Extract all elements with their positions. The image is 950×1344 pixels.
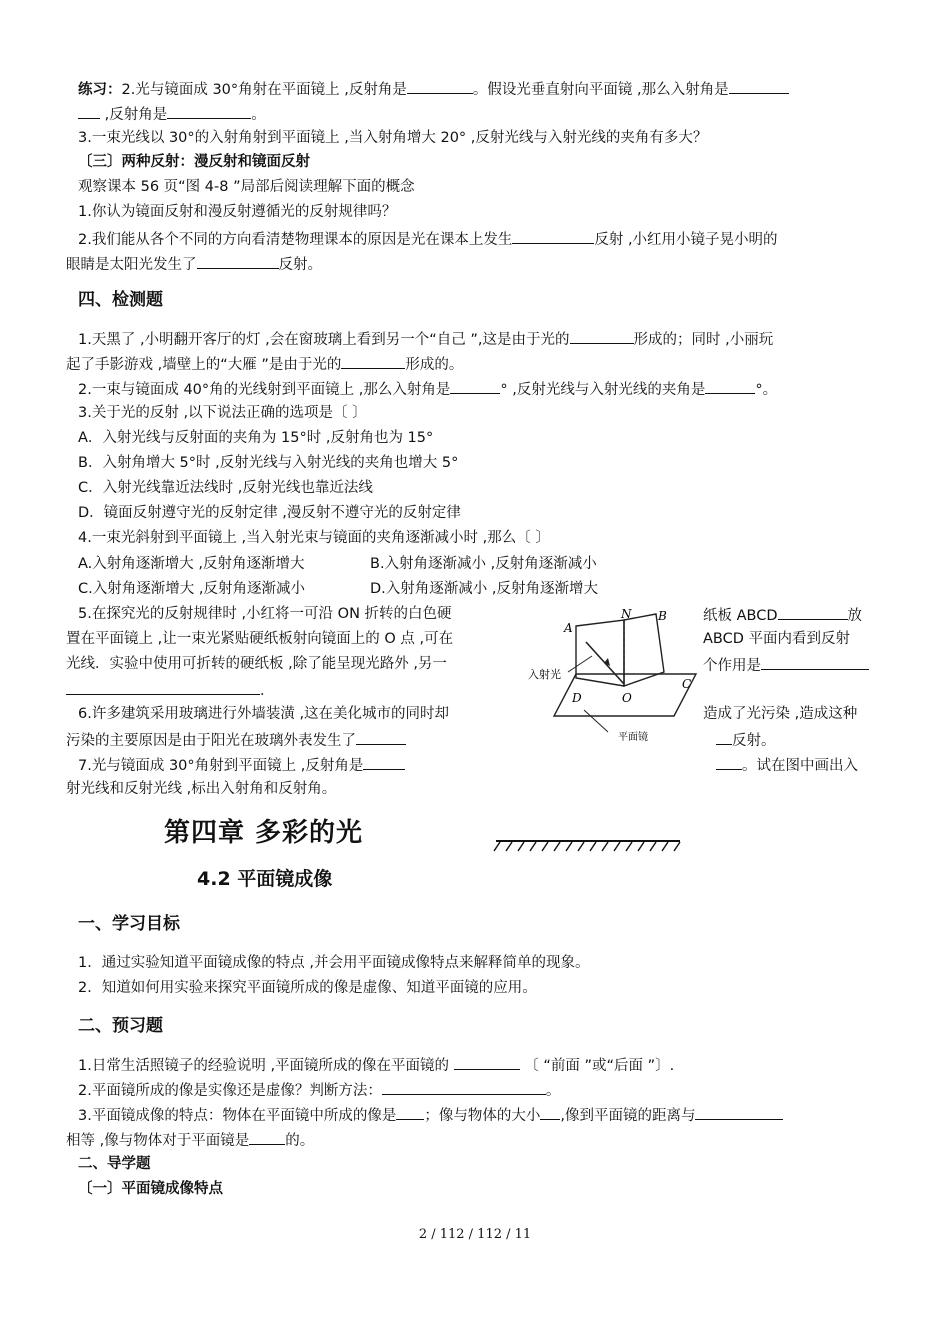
preview-q3-cont: 相等 ,像与物体对于平面镜是 的。 (66, 1129, 886, 1151)
question-5-cont: 光线．实验中使用可折转的硬纸板 ,除了能呈现光路外 ,另一 (66, 656, 447, 672)
answer-blank (761, 654, 869, 670)
answer-blank (66, 679, 260, 695)
answer-blank (454, 1054, 520, 1070)
mirror-hatching (494, 842, 680, 851)
question-6: 6.许多建筑采用玻璃进行外墙装潢 ,这在美化城市的同时却 (78, 706, 450, 722)
answer-blank (167, 103, 251, 119)
mirror-pointer (584, 710, 608, 732)
mirror-drawing-area (492, 838, 684, 854)
section-heading-test: 四、检测题 (78, 290, 163, 310)
question-6-cont: 污染的主要原因是由于阳光在玻璃外表发生了 (66, 729, 516, 751)
answer-blank (78, 103, 100, 119)
question-5-cont: 置在平面镜上 ,让一束光紧贴硬纸板射向镜面上的 O 点 ,可在 (66, 631, 454, 647)
exercise-line-3: 3.一束光线以 30°的入射角射到平面镜上 ,当入射角增大 20° ,反射光线与入射光线的夹角有多大？ (78, 130, 708, 146)
option-c: C．入射光线靠近法线时 ,反射光线也靠近法线 (78, 480, 373, 496)
figure-label: B (658, 609, 667, 623)
answer-blank (512, 228, 594, 244)
guide-heading: 二、导学题 (78, 1156, 151, 1172)
question-6-right: 造成了光污染 ,造成这种 (703, 706, 858, 722)
text-line: 1.你认为镜面反射和漫反射遵循光的反射规律吗？ (78, 204, 397, 220)
option-b: B．入射角增大 5°时 ,反射光线与入射光线的夹角也增大 5° (78, 455, 459, 471)
preview-q1: 1.日常生活照镜子的经验说明 ,平面镜所成的像在平面镜的 〔 “前面 ”或“后面 ”〕. (78, 1054, 898, 1076)
question-5-cont: ． (66, 679, 516, 701)
page-footer: 2 / 112 / 112 / 11 (418, 1227, 532, 1242)
goal-item: 2．知道如何用实验来探究平面镜所成的像是虚像、知道平面镜的应用。 (78, 980, 537, 996)
answer-blank (396, 1104, 424, 1120)
subsection-heading: 〔三〕两种反射：漫反射和镜面反射 (78, 154, 310, 170)
answer-blank (716, 754, 742, 770)
answer-blank (382, 1079, 546, 1095)
question-1-cont: 起了手影游戏 ,墙壁上的“大雁 ”是由于光的 形成的。 (66, 353, 886, 375)
section-heading-preview: 二、预习题 (78, 1016, 163, 1036)
preview-q3: 3.平面镜成像的特点：物体在平面镜中所成的像是 ；像与物体的大小 ,像到平面镜的距离与 (78, 1104, 898, 1126)
question-4: 4.一束光斜射到平面镜上 ,当入射光束与镜面的夹角逐渐减小时 ,那么〔 〕 (78, 530, 550, 546)
incident-pointer (568, 656, 592, 672)
option-c: C.入射角逐渐增大 ,反射角逐渐减小 (78, 581, 305, 597)
answer-blank (341, 353, 405, 369)
answer-blank (729, 78, 789, 94)
text-line: 观察课本 56 页“图 4-8 ”局部后阅读理解下面的概念 (78, 179, 415, 195)
answer-blank (540, 1104, 560, 1120)
section-title: 4.2 平面镜成像 (197, 868, 333, 890)
reflection-experiment-figure (524, 606, 704, 746)
board-right-shape (624, 614, 664, 686)
answer-blank (570, 328, 634, 344)
exercise-line-1: 练习：2.光与镜面成 30°角射在平面镜上 ,反射角是 。假设光垂直射向平面镜 ,那么入射角是 (78, 78, 898, 100)
exercise-label: 练习： (78, 82, 122, 98)
text-line: 2.我们能从各个不同的方向看清楚物理课本的原因是光在课本上发生 反射 ,小红用小镜子晃小明的 (78, 228, 898, 250)
section-heading-goals: 一、学习目标 (78, 914, 180, 934)
figure-label: N (621, 607, 632, 621)
question-6-right: 反射。 (716, 729, 776, 751)
question-3: 3.关于光的反射 ,以下说法正确的选项是〔 〕 (78, 405, 367, 421)
question-7-cont: 射光线和反射光线 ,标出入射角和反射角。 (66, 781, 337, 797)
answer-blank (778, 604, 848, 620)
question-5-right: ABCD 平面内看到反射 (703, 631, 851, 647)
goal-item: 1．通过实验知道平面镜成像的特点 ,并会用平面镜成像特点来解释简单的现象。 (78, 955, 590, 971)
text-line: 眼睛是太阳光发生了 反射。 (66, 253, 886, 275)
option-d: D．镜面反射遵守光的反射定律 ,漫反射不遵守光的反射定律 (78, 505, 461, 521)
answer-blank (450, 378, 500, 394)
option-a: A．入射光线与反射面的夹角为 15°时 ,反射角也为 15° (78, 430, 434, 446)
figure-label: A (564, 621, 573, 635)
question-5-right: 个作用是 (703, 654, 869, 676)
answer-blank (356, 729, 406, 745)
question-5: 5.在探究光的反射规律时 ,小红将一可沿 ON 折转的白色硬 (78, 606, 452, 622)
answer-blank (407, 78, 473, 94)
chapter-title: 第四章 多彩的光 (164, 818, 364, 848)
option-d: D.入射角逐渐减小 ,反射角逐渐增大 (370, 581, 598, 597)
question-5-right: 纸板 ABCD 放 (703, 604, 862, 626)
question-1: 1.天黑了 ,小明翻开客厅的灯 ,会在窗玻璃上看到另一个“自己 ”,这是由于光的 形成的；同时 ,小丽玩 (78, 328, 898, 350)
answer-blank (249, 1129, 285, 1145)
mirror-label: 平面镜 (618, 732, 648, 743)
option-b: B.入射角逐渐减小 ,反射角逐渐减小 (370, 556, 597, 572)
question-7-right: 。试在图中画出入 (716, 754, 858, 776)
answer-blank (716, 729, 732, 745)
guide-subheading: 〔一〕平面镜成像特点 (78, 1181, 223, 1197)
option-a: A.入射角逐渐增大 ,反射角逐渐增大 (78, 556, 305, 572)
incident-light-label: 入射光 (528, 668, 561, 681)
answer-blank (695, 1104, 783, 1120)
answer-blank (197, 253, 279, 269)
question-2: 2.一束与镜面成 40°角的光线射到平面镜上 ,那么入射角是 ° ,反射光线与入射光线的夹角是 °。 (78, 378, 898, 400)
figure-label: D (572, 691, 582, 705)
exercise-line-2: ,反射角是 。 (78, 103, 898, 125)
figure-label: C (682, 677, 692, 691)
answer-blank (705, 378, 755, 394)
figure-label: O (622, 691, 632, 705)
answer-blank (363, 754, 405, 770)
preview-q2: 2.平面镜所成的像是实像还是虚像？判断方法： 。 (78, 1079, 898, 1101)
question-7: 7.光与镜面成 30°角射到平面镜上 ,反射角是 (78, 754, 528, 776)
